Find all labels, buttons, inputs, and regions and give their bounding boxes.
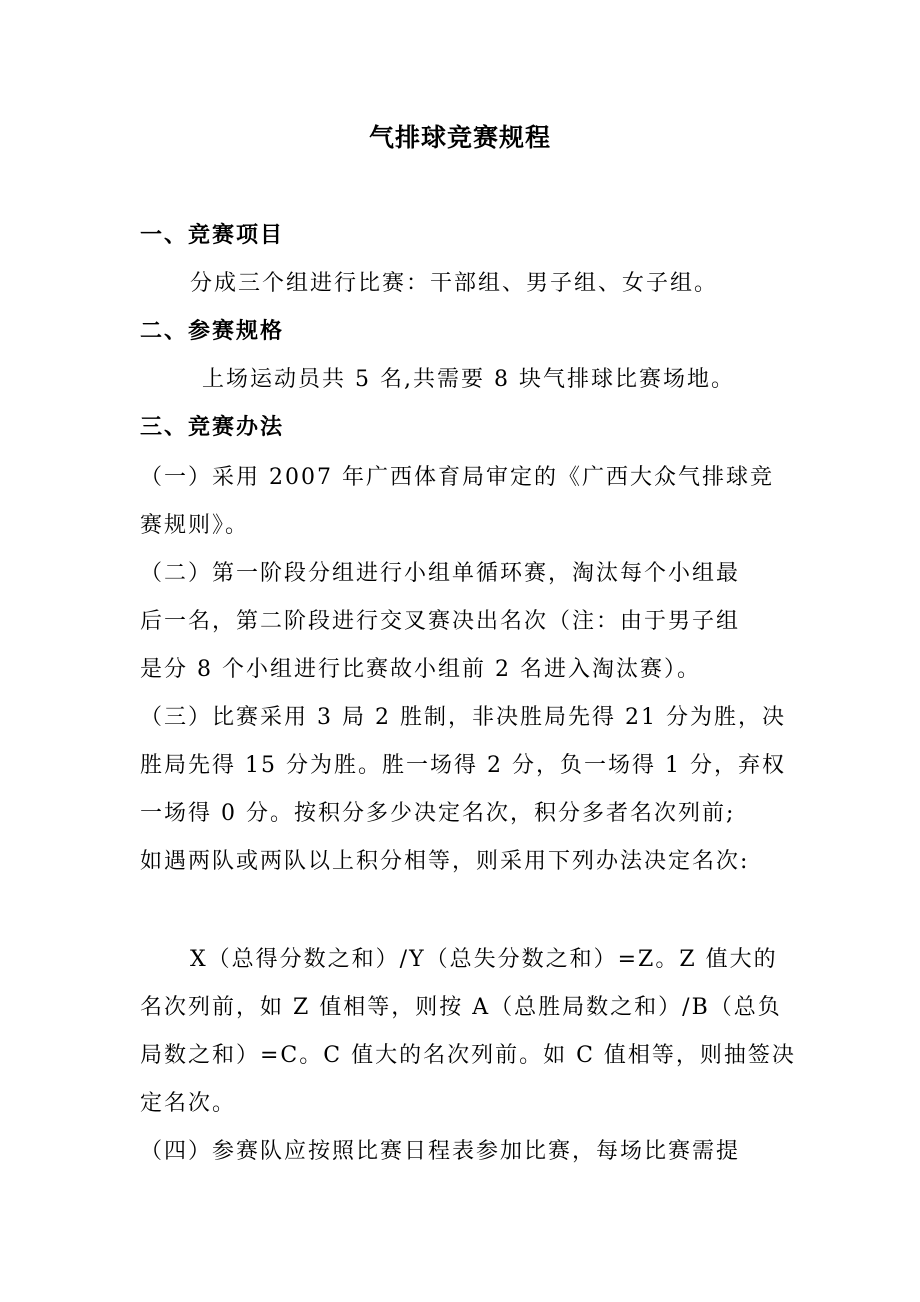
paragraph-line: 是分 8 个小组进行比赛故小组前 2 名进入淘汰赛）。	[140, 657, 701, 682]
paragraph-line: 局数之和）=C。C 值大的名次列前。如 C 值相等，则抽签决	[140, 1043, 796, 1068]
paragraph-line: （三）比赛采用 3 局 2 胜制，非决胜局先得 21 分为胜，决	[140, 705, 786, 730]
paragraph-line: 名次列前，如 Z 值相等，则按 A（总胜局数之和）/B（总负	[140, 995, 782, 1020]
paragraph-line: （一）采用 2007 年广西体育局审定的《广西大众气排球竞	[140, 465, 774, 490]
section-heading-events: 一、竞赛项目	[140, 223, 285, 248]
paragraph-line: 分成三个组进行比赛：干部组、男子组、女子组。	[190, 271, 719, 296]
paragraph-line: （二）第一阶段分组进行小组单循环赛，淘汰每个小组最	[140, 561, 741, 586]
paragraph-line: 一场得 0 分。按积分多少决定名次，积分多者名次列前;	[140, 801, 736, 826]
paragraph-line: 定名次。	[140, 1091, 237, 1116]
paragraph-line: X（总得分数之和）/Y（总失分数之和）=Z。Z 值大的	[190, 947, 778, 972]
section-heading-methods: 三、竞赛办法	[140, 415, 285, 440]
document-title: 气排球竞赛规程	[368, 123, 551, 152]
paragraph-line: 如遇两队或两队以上积分相等，则采用下列办法决定名次:	[140, 849, 750, 874]
paragraph-line: （四）参赛队应按照比赛日程表参加比赛，每场比赛需提	[140, 1139, 741, 1164]
section-heading-rules: 二、参赛规格	[140, 319, 285, 344]
paragraph-line: 上场运动员共 5 名,共需要 8 块气排球比赛场地。	[202, 367, 735, 392]
paragraph-line: 赛规则》。	[140, 513, 250, 538]
paragraph-line: 胜局先得 15 分为胜。胜一场得 2 分，负一场得 1 分，弃权	[140, 753, 786, 778]
paragraph-line: 后一名，第二阶段进行交叉赛决出名次（注：由于男子组	[140, 609, 741, 634]
